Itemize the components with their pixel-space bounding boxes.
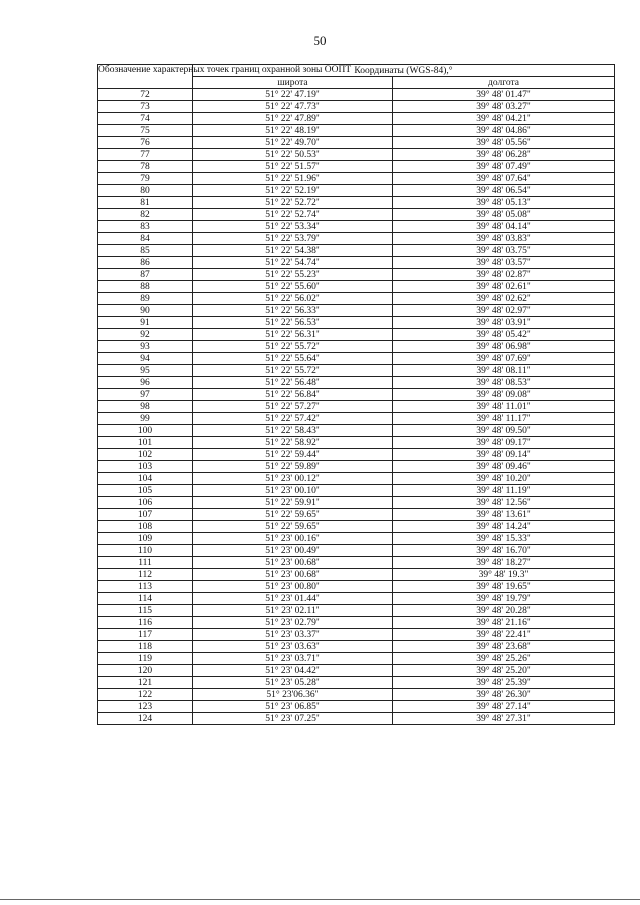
longitude-cell: 39° 48' 27.31" (393, 713, 615, 725)
table-row (98, 557, 615, 569)
point-number-cell: 102 (98, 449, 193, 461)
point-number-cell: 90 (98, 305, 193, 317)
table-row (98, 581, 615, 593)
longitude-cell: 39° 48' 26.30" (393, 689, 615, 701)
latitude-cell: 51° 22' 53.79" (193, 233, 393, 245)
latitude-cell: 51° 22' 55.72" (193, 365, 393, 377)
point-number-cell: 114 (98, 593, 193, 605)
table-row (98, 341, 615, 353)
header-point-label: Обозначение характерных точек границ охранной зоны ООПТ (98, 65, 193, 89)
point-number-cell: 85 (98, 245, 193, 257)
point-number-cell: 110 (98, 545, 193, 557)
point-number-cell: 82 (98, 209, 193, 221)
latitude-cell: 51° 23' 03.63" (193, 641, 393, 653)
latitude-cell: 51° 22' 52.72" (193, 197, 393, 209)
latitude-cell: 51° 22' 58.43" (193, 425, 393, 437)
point-number-cell: 96 (98, 377, 193, 389)
point-number-cell: 113 (98, 581, 193, 593)
longitude-cell: 39° 48' 06.54" (393, 185, 615, 197)
longitude-cell: 39° 48' 05.42" (393, 329, 615, 341)
point-number-cell: 117 (98, 629, 193, 641)
latitude-cell: 51° 22' 48.19" (193, 125, 393, 137)
longitude-cell: 39° 48' 06.28" (393, 149, 615, 161)
longitude-cell: 39° 48' 23.68" (393, 641, 615, 653)
point-number-cell: 112 (98, 569, 193, 581)
table-row (98, 305, 615, 317)
table-row (98, 89, 615, 101)
point-number-cell: 91 (98, 317, 193, 329)
point-number-cell: 84 (98, 233, 193, 245)
longitude-cell: 39° 48' 03.75" (393, 245, 615, 257)
longitude-cell: 39° 48' 14.24" (393, 521, 615, 533)
table-row (98, 449, 615, 461)
table-row (98, 317, 615, 329)
table-row (98, 125, 615, 137)
point-number-cell: 87 (98, 269, 193, 281)
table-row (98, 425, 615, 437)
table-row (98, 233, 615, 245)
point-number-cell: 124 (98, 713, 193, 725)
table-row (98, 617, 615, 629)
latitude-cell: 51° 23' 00.80" (193, 581, 393, 593)
longitude-cell: 39° 48' 09.08" (393, 389, 615, 401)
latitude-cell: 51° 23' 00.68" (193, 557, 393, 569)
table-row (98, 377, 615, 389)
latitude-cell: 51° 22' 56.33" (193, 305, 393, 317)
latitude-cell: 51° 22' 47.73" (193, 101, 393, 113)
latitude-cell: 51° 22' 53.34" (193, 221, 393, 233)
point-number-cell: 74 (98, 113, 193, 125)
longitude-cell: 39° 48' 08.11" (393, 365, 615, 377)
coordinates-table (97, 64, 615, 725)
latitude-cell: 51° 22' 52.74" (193, 209, 393, 221)
page-number: 50 (313, 33, 327, 48)
point-number-cell: 73 (98, 101, 193, 113)
longitude-cell: 39° 48' 07.64" (393, 173, 615, 185)
point-number-cell: 108 (98, 521, 193, 533)
table-row (98, 689, 615, 701)
latitude-cell: 51° 22' 59.89" (193, 461, 393, 473)
longitude-cell: 39° 48' 19.3" (393, 569, 615, 581)
header-coordinates-group: Координаты (WGS-84),° (193, 65, 615, 77)
table-row (98, 365, 615, 377)
longitude-cell: 39° 48' 06.98" (393, 341, 615, 353)
longitude-cell: 39° 48' 03.83" (393, 233, 615, 245)
table-row (98, 245, 615, 257)
longitude-cell: 39° 48' 25.39" (393, 677, 615, 689)
table-row (98, 161, 615, 173)
longitude-cell: 39° 48' 04.86" (393, 125, 615, 137)
point-number-cell: 86 (98, 257, 193, 269)
point-number-cell: 116 (98, 617, 193, 629)
bottom-rule (0, 899, 640, 900)
table-row (98, 329, 615, 341)
table-row (98, 353, 615, 365)
latitude-cell: 51° 23'06.36" (193, 689, 393, 701)
point-number-cell: 77 (98, 149, 193, 161)
longitude-cell: 39° 48' 21.16" (393, 617, 615, 629)
point-number-cell: 103 (98, 461, 193, 473)
latitude-cell: 51° 23' 03.37" (193, 629, 393, 641)
latitude-cell: 51° 22' 57.27" (193, 401, 393, 413)
table-row (98, 389, 615, 401)
table-row (98, 209, 615, 221)
latitude-cell: 51° 23' 02.79" (193, 617, 393, 629)
point-number-cell: 89 (98, 293, 193, 305)
table-row (98, 221, 615, 233)
point-number-cell: 118 (98, 641, 193, 653)
table-row (98, 545, 615, 557)
table-row (98, 653, 615, 665)
table-row (98, 293, 615, 305)
point-number-cell: 100 (98, 425, 193, 437)
longitude-cell: 39° 48' 08.53" (393, 377, 615, 389)
point-number-cell: 80 (98, 185, 193, 197)
header-latitude: широта (193, 77, 393, 89)
longitude-cell: 39° 48' 20.28" (393, 605, 615, 617)
table-row (98, 509, 615, 521)
longitude-cell: 39° 48' 07.69" (393, 353, 615, 365)
longitude-cell: 39° 48' 02.62" (393, 293, 615, 305)
latitude-cell: 51° 22' 56.31" (193, 329, 393, 341)
longitude-cell: 39° 48' 03.91" (393, 317, 615, 329)
table-row (98, 713, 615, 725)
latitude-cell: 51° 22' 56.48" (193, 377, 393, 389)
latitude-cell: 51° 23' 01.44" (193, 593, 393, 605)
latitude-cell: 51° 22' 51.96" (193, 173, 393, 185)
point-number-cell: 122 (98, 689, 193, 701)
longitude-cell: 39° 48' 19.79" (393, 593, 615, 605)
longitude-cell: 39° 48' 15.33" (393, 533, 615, 545)
table-row (98, 401, 615, 413)
point-number-cell: 98 (98, 401, 193, 413)
latitude-cell: 51° 22' 59.65" (193, 509, 393, 521)
longitude-cell: 39° 48' 05.56" (393, 137, 615, 149)
point-number-cell: 78 (98, 161, 193, 173)
table-row (98, 173, 615, 185)
longitude-cell: 39° 48' 04.14" (393, 221, 615, 233)
table-row (98, 473, 615, 485)
table-row (98, 497, 615, 509)
latitude-cell: 51° 22' 51.57" (193, 161, 393, 173)
table-row (98, 677, 615, 689)
point-number-cell: 83 (98, 221, 193, 233)
table-row (98, 269, 615, 281)
latitude-cell: 51° 23' 00.68" (193, 569, 393, 581)
longitude-cell: 39° 48' 11.17" (393, 413, 615, 425)
latitude-cell: 51° 23' 00.10" (193, 485, 393, 497)
longitude-cell: 39° 48' 13.61" (393, 509, 615, 521)
point-number-cell: 119 (98, 653, 193, 665)
latitude-cell: 51° 22' 50.53" (193, 149, 393, 161)
table-row (98, 569, 615, 581)
point-number-cell: 105 (98, 485, 193, 497)
longitude-cell: 39° 48' 05.13" (393, 197, 615, 209)
point-number-cell: 123 (98, 701, 193, 713)
latitude-cell: 51° 22' 55.64" (193, 353, 393, 365)
longitude-cell: 39° 48' 25.20" (393, 665, 615, 677)
latitude-cell: 51° 22' 55.23" (193, 269, 393, 281)
longitude-cell: 39° 48' 09.17" (393, 437, 615, 449)
point-number-cell: 109 (98, 533, 193, 545)
table-row (98, 593, 615, 605)
longitude-cell: 39° 48' 09.14" (393, 449, 615, 461)
latitude-cell: 51° 22' 59.65" (193, 521, 393, 533)
latitude-cell: 51° 22' 55.72" (193, 341, 393, 353)
point-number-cell: 97 (98, 389, 193, 401)
table-row (98, 137, 615, 149)
latitude-cell: 51° 23' 07.25" (193, 713, 393, 725)
longitude-cell: 39° 48' 11.19" (393, 485, 615, 497)
longitude-cell: 39° 48' 12.56" (393, 497, 615, 509)
table-row (98, 413, 615, 425)
latitude-cell: 51° 22' 52.19" (193, 185, 393, 197)
longitude-cell: 39° 48' 25.26" (393, 653, 615, 665)
longitude-cell: 39° 48' 01.47" (393, 89, 615, 101)
latitude-cell: 51° 23' 04.42" (193, 665, 393, 677)
longitude-cell: 39° 48' 11.01" (393, 401, 615, 413)
longitude-cell: 39° 48' 02.87" (393, 269, 615, 281)
point-number-cell: 94 (98, 353, 193, 365)
point-number-cell: 76 (98, 137, 193, 149)
table-row (98, 257, 615, 269)
latitude-cell: 51° 23' 06.85" (193, 701, 393, 713)
point-number-cell: 121 (98, 677, 193, 689)
latitude-cell: 51° 23' 05.28" (193, 677, 393, 689)
point-number-cell: 79 (98, 173, 193, 185)
latitude-cell: 51° 22' 57.42" (193, 413, 393, 425)
longitude-cell: 39° 48' 03.27" (393, 101, 615, 113)
point-number-cell: 111 (98, 557, 193, 569)
latitude-cell: 51° 22' 56.02" (193, 293, 393, 305)
coordinates-table-body (98, 89, 615, 725)
point-number-cell: 115 (98, 605, 193, 617)
longitude-cell: 39° 48' 03.57" (393, 257, 615, 269)
table-row (98, 701, 615, 713)
latitude-cell: 51° 23' 02.11" (193, 605, 393, 617)
longitude-cell: 39° 48' 02.97" (393, 305, 615, 317)
table-row (98, 605, 615, 617)
latitude-cell: 51° 22' 54.74" (193, 257, 393, 269)
point-number-cell: 104 (98, 473, 193, 485)
table-row (98, 101, 615, 113)
table-row (98, 437, 615, 449)
table-row (98, 629, 615, 641)
point-number-cell: 88 (98, 281, 193, 293)
latitude-cell: 51° 22' 55.60" (193, 281, 393, 293)
point-number-cell: 120 (98, 665, 193, 677)
point-number-cell: 99 (98, 413, 193, 425)
table-row (98, 521, 615, 533)
latitude-cell: 51° 22' 47.89" (193, 113, 393, 125)
latitude-cell: 51° 22' 54.38" (193, 245, 393, 257)
header-longitude: долгота (393, 77, 615, 89)
table-row (98, 185, 615, 197)
table-row (98, 281, 615, 293)
table-row (98, 149, 615, 161)
longitude-cell: 39° 48' 10.20" (393, 473, 615, 485)
table-row (98, 113, 615, 125)
table-row (98, 485, 615, 497)
longitude-cell: 39° 48' 22.41" (393, 629, 615, 641)
latitude-cell: 51° 22' 56.84" (193, 389, 393, 401)
table-row (98, 665, 615, 677)
point-number-cell: 107 (98, 509, 193, 521)
longitude-cell: 39° 48' 05.08" (393, 209, 615, 221)
table-row (98, 197, 615, 209)
latitude-cell: 51° 22' 56.53" (193, 317, 393, 329)
point-number-cell: 81 (98, 197, 193, 209)
table-row (98, 641, 615, 653)
longitude-cell: 39° 48' 09.46" (393, 461, 615, 473)
longitude-cell: 39° 48' 27.14" (393, 701, 615, 713)
table-row (98, 533, 615, 545)
latitude-cell: 51° 22' 49.70" (193, 137, 393, 149)
point-number-cell: 106 (98, 497, 193, 509)
latitude-cell: 51° 22' 58.92" (193, 437, 393, 449)
table-row (98, 461, 615, 473)
latitude-cell: 51° 23' 03.71" (193, 653, 393, 665)
point-number-cell: 75 (98, 125, 193, 137)
longitude-cell: 39° 48' 02.61" (393, 281, 615, 293)
latitude-cell: 51° 23' 00.12" (193, 473, 393, 485)
latitude-cell: 51° 22' 47.19" (193, 89, 393, 101)
point-number-cell: 101 (98, 437, 193, 449)
longitude-cell: 39° 48' 09.50" (393, 425, 615, 437)
point-number-cell: 72 (98, 89, 193, 101)
longitude-cell: 39° 48' 19.65" (393, 581, 615, 593)
point-number-cell: 95 (98, 365, 193, 377)
point-number-cell: 93 (98, 341, 193, 353)
longitude-cell: 39° 48' 18.27" (393, 557, 615, 569)
latitude-cell: 51° 23' 00.16" (193, 533, 393, 545)
longitude-cell: 39° 48' 04.21" (393, 113, 615, 125)
latitude-cell: 51° 22' 59.91" (193, 497, 393, 509)
point-number-cell: 92 (98, 329, 193, 341)
longitude-cell: 39° 48' 07.49" (393, 161, 615, 173)
longitude-cell: 39° 48' 16.70" (393, 545, 615, 557)
latitude-cell: 51° 23' 00.49" (193, 545, 393, 557)
latitude-cell: 51° 22' 59.44" (193, 449, 393, 461)
